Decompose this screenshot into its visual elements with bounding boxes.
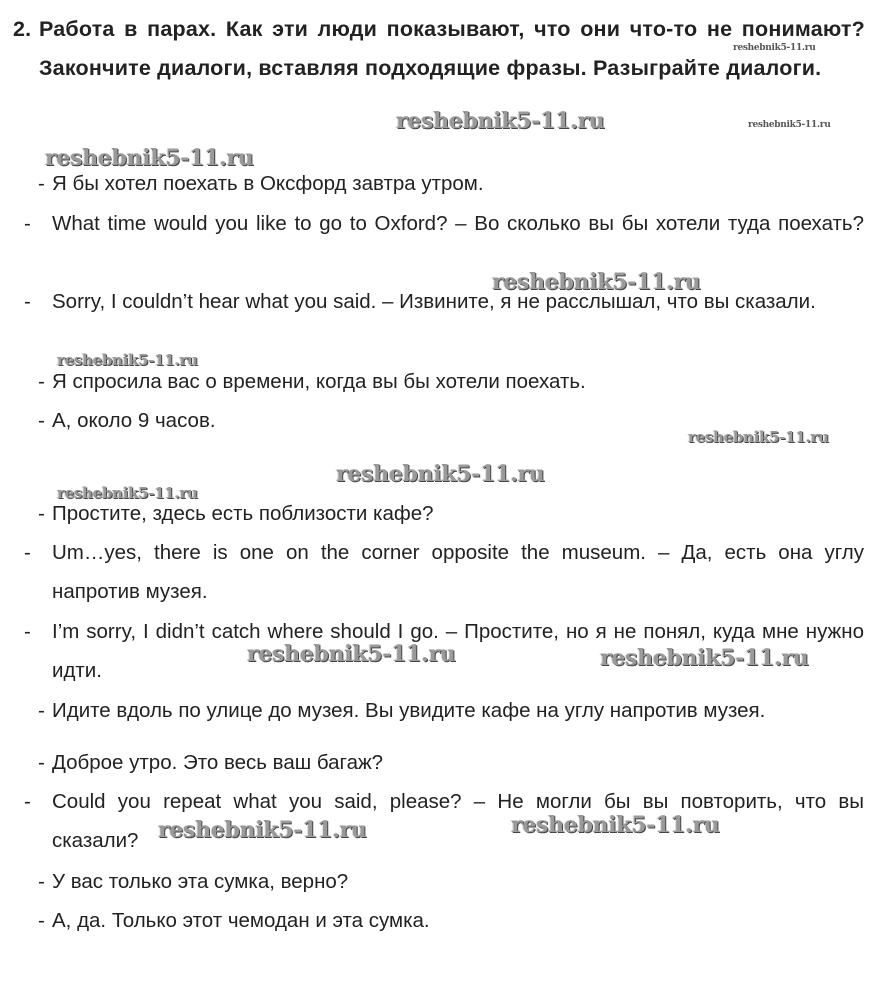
dialogue-line: - Я спросила вас о времени, когда вы бы хотели поехать.	[38, 370, 586, 393]
watermark: reshebnik5-11.ru	[336, 461, 545, 487]
task-instruction: Работа в парах. Как эти люди показывают, что они что-то не понимают? Закончите диалоги, вставляя подходящие фразы. Разыграйте диалоги.	[39, 17, 865, 80]
watermark: reshebnik5-11.ru	[492, 269, 701, 295]
dialogue-line: - I’m sorry, I didn’t catch where should I go. – Простите, но я не понял, куда мне нужно идти.	[24, 620, 864, 682]
dialogue-line: - What time would you like to go to Oxford? – Во сколько вы бы хотели туда поехать?	[24, 212, 864, 235]
watermark: reshebnik5-11.ru	[600, 645, 809, 671]
watermark: reshebnik5-11.ru	[396, 108, 605, 134]
dialogue-line: - Идите вдоль по улице до музея. Вы увидите кафе на углу напротив музея.	[38, 699, 766, 722]
dialogue-line: - Sorry, I couldn’t hear what you said. – Извините, я не расслышал, что вы сказали.	[24, 290, 816, 313]
watermark: reshebnik5-11.ru	[511, 812, 720, 838]
dialogue-line: - Доброе утро. Это весь ваш багаж?	[38, 751, 384, 774]
watermark: reshebnik5-11.ru	[57, 351, 198, 369]
watermark: reshebnik5-11.ru	[45, 145, 254, 171]
watermark: reshebnik5-11.ru	[158, 817, 367, 843]
dialogue-line: - Простите, здесь есть поблизости кафе?	[38, 502, 434, 525]
dialogue-line: - Could you repeat what you said, please? – Не могли бы вы повторить, что вы сказали?	[24, 790, 864, 852]
task-number: 2.	[13, 17, 32, 41]
dialogue-line: - У вас только эта сумка, верно?	[38, 870, 349, 893]
watermark: reshebnik5-11.ru	[57, 484, 198, 502]
watermark: reshebnik5-11.ru	[688, 428, 829, 446]
watermark: reshebnik5-11.ru	[733, 43, 816, 53]
watermark: reshebnik5-11.ru	[247, 641, 456, 667]
dialogue-line: - Um…yes, there is one on the corner opposite the museum. – Да, есть она углу напротив музея.	[24, 541, 864, 603]
dialogue-line: - А, да. Только этот чемодан и эта сумка.	[38, 909, 430, 932]
dialogue-line: - Я бы хотел поехать в Оксфорд завтра утром.	[38, 172, 484, 195]
watermark: reshebnik5-11.ru	[748, 120, 831, 130]
dialogue-line: - А, около 9 часов.	[38, 409, 216, 432]
